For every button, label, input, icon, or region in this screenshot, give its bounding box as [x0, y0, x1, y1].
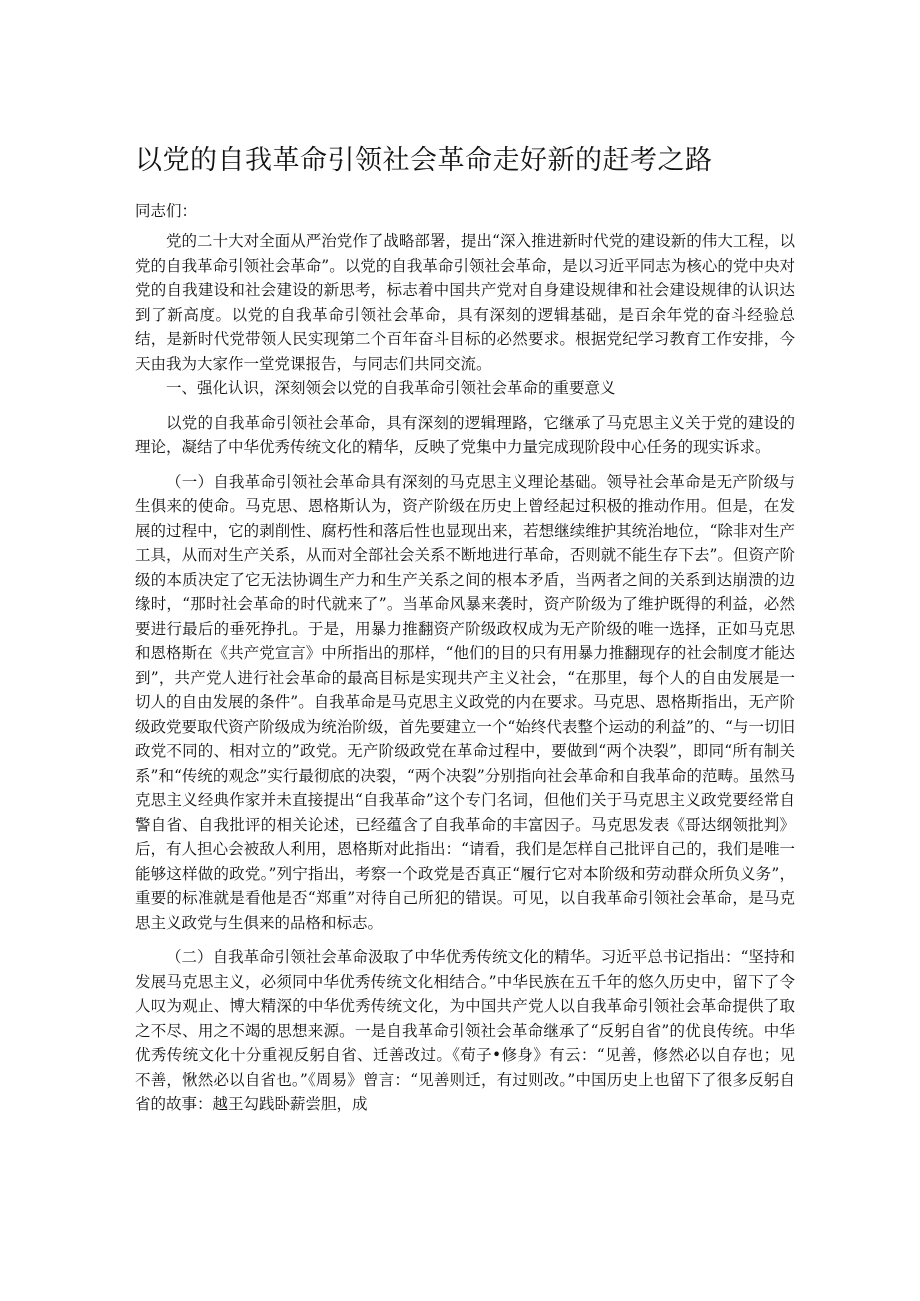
salutation: 同志们：	[135, 202, 198, 220]
document-body	[135, 229, 795, 1117]
document-title: 以党的自我革命引领社会革命走好新的赶考之路	[135, 145, 713, 176]
section-intro-paragraph: 以党的自我革命引领社会革命，具有深刻的逻辑理路，它继承了马克思主义关于党的建设的理论，凝结了中华优秀传统文化的精华，反映了党集中力量完成现阶段中心任务的现实诉求。	[135, 413, 795, 456]
point-one-paragraph: （一）自我革命引领社会革命具有深刻的马克思主义理论基础。领导社会革命是无产阶级与生俱来的使命。马克思、恩格斯认为，资产阶级在历史上曾经起过积极的推动作用。但是，在发展的过程中，它的剥削性、腐朽性和落后性也显现出来，若想继续维护其统治地位，“除非对生产工具，从而对生产关系，从而对全部社会关系不断地进行革命，否则就不能生存下去”。但资产阶级的本质决定了它无法协调生产力和生产关系之间的根本矛盾，当两者之间的关系到达崩溃的边缘时，“那时社会革命的时代就来了”。当革命风暴来袭时，资产阶级为了维护既得的利益，必然要进行最后的垂死挣扎。于是，用暴力推翻资产阶级政权成为无产阶级的唯一选择，正如马克思和恩格斯在《共产党宣言》中所指出的那样，“他们的目的只有用暴力推翻现存的社会制度才能达到”，共产党人进行社会革命的最高目标是实现共产主义社会，“在那里，每个人的自由发展是一切人的自由发展的条件”。自我革命是马克思主义政党的内在要求。马克思、恩格斯指出，无产阶级政党要取代资产阶级成为统治阶级，首先要建立一个“始终代表整个运动的利益”的、“与一切旧政党不同的、相对立的”政党。无产阶级政党在革命过程中，要做到“两个决裂”，即同“所有制关系”和“传统的观念”实行最彻底的决裂，“两个决裂”分别指向社会革命和自我革命的范畴。虽然马克思主义经典作家并未直接提出“自我革命”这个专门名词，但他们关于马克思主义政党要经常自警自省、自我批评的相关论述，已经蕴含了自我革命的丰富因子。马克思发表《哥达纲领批判》后，有人担心会被敌人利用，恩格斯对此指出：“请看，我们是怎样自己批评自己的，我们是唯一能够这样做的政党。”列宁指出，考察一个政党是否真正“履行它对本阶级和劳动群众所负义务”，重要的标准就是看他是否“郑重”对待自己所犯的错误。可见，以自我革命引领社会革命，是马克思主义政党与生俱来的品格和标志。	[135, 472, 795, 932]
point-two-paragraph: （二）自我革命引领社会革命汲取了中华优秀传统文化的精华。习近平总书记指出：“坚持和发展马克思主义，必须同中华优秀传统文化相结合。”中华民族在五千年的悠久历史中，留下了令人叹为观止、博大精深的中华优秀传统文化，为中国共产党人以自我革命引领社会革命提供了取之不尽、用之不竭的思想来源。一是自我革命引领社会革命继承了“反躬自省”的优良传统。中华优秀传统文化十分重视反躬自省、迁善改过。《荀子•修身》有云：“见善，修然必以自存也；见不善，愀然必以自省也。”《周易》曾言：“见善则迁，有过则改。”中国历史上也留下了很多反躬自省的故事：越王勾践卧薪尝胆，成	[135, 948, 795, 1113]
section-heading: 一、强化认识，深刻领会以党的自我革命引领社会革命的重要意义	[166, 379, 616, 397]
intro-paragraph: 党的二十大对全面从严治党作了战略部署，提出“深入推进新时代党的建设新的伟大工程，以党的自我革命引领社会革命”。以党的自我革命引领社会革命，是以习近平同志为核心的党中央对党的自我建设和社会建设的新思考，标志着中国共产党对自身建设规律和社会建设规律的认识达到了新高度。以党的自我革命引领社会革命，具有深刻的逻辑基础，是百余年党的奋斗经验总结，是新时代党带领人民实现第二个百年奋斗目标的必然要求。根据党纪学习教育工作安排，今天由我为大家作一堂党课报告，与同志们共同交流。	[135, 232, 795, 373]
